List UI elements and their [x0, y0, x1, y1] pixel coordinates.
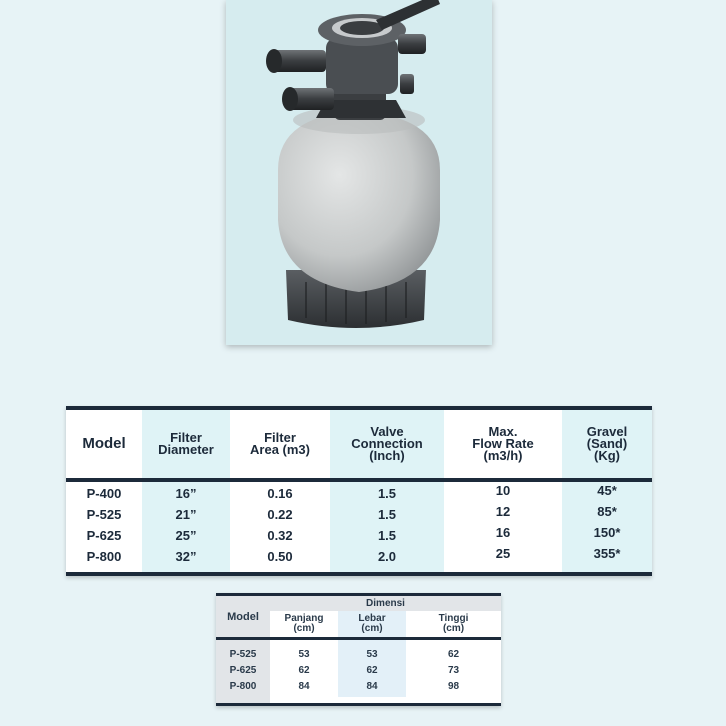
- dim-col-lebar: [338, 611, 406, 697]
- spec-cell: P-400: [86, 486, 122, 501]
- dim-cell: P-625: [229, 664, 257, 676]
- spec-cell: P-800: [86, 549, 122, 564]
- dim-header-model: Model: [227, 610, 259, 623]
- spec-header-model: Model: [66, 410, 142, 482]
- spec-cell: 12: [495, 504, 511, 519]
- spec-cell: P-625: [86, 528, 122, 543]
- spec-cell: 2.0: [377, 549, 397, 564]
- spec-header-gravel: Gravel (Sand) (Kg): [562, 410, 652, 482]
- dim-header-panjang: Panjang (cm): [284, 613, 324, 634]
- spec-col-valve: [330, 410, 444, 572]
- spec-col-gravel: [562, 410, 652, 572]
- spec-cell: 1.5: [377, 486, 397, 501]
- spec-cell: 1.5: [377, 528, 397, 543]
- dim-cell: 84: [366, 680, 378, 692]
- dimension-table: [216, 593, 501, 706]
- spec-col-area: [230, 410, 330, 572]
- dim-header-rule: [216, 637, 501, 640]
- spec-cell: 150*: [593, 525, 621, 540]
- dim-cell: 62: [366, 664, 378, 676]
- spec-header-area: Filter Area (m3): [230, 410, 330, 482]
- spec-cell: 0.22: [267, 507, 293, 522]
- dim-cell: 62: [298, 664, 310, 676]
- spec-cell: 0.16: [267, 486, 293, 501]
- spec-cell: 355*: [593, 546, 621, 561]
- spec-cell: 25”: [175, 528, 197, 543]
- spec-cell: 25: [495, 546, 511, 561]
- dim-cell: 53: [298, 648, 310, 660]
- dim-cell: P-525: [229, 648, 257, 660]
- spec-cell: 45*: [597, 483, 617, 498]
- spec-cell: P-525: [86, 507, 122, 522]
- spec-cell: 21”: [175, 507, 197, 522]
- dim-col-model: [216, 596, 270, 703]
- spec-cell: 16”: [175, 486, 197, 501]
- spec-col-model: [66, 410, 142, 572]
- sand-filter-illustration: [226, 0, 492, 345]
- dim-col-tinggi: [406, 611, 501, 697]
- product-photo: [226, 0, 492, 345]
- spec-col-diameter: [142, 410, 230, 572]
- spec-header-valve: Valve Connection (Inch): [330, 410, 444, 482]
- dim-header-tinggi: Tinggi (cm): [438, 613, 469, 634]
- dim-cell: 73: [447, 664, 460, 676]
- spec-col-flow: [444, 410, 562, 572]
- dim-cell: 62: [447, 648, 460, 660]
- dim-col-panjang: [270, 611, 338, 697]
- spec-table: [66, 406, 652, 576]
- spec-header-diameter: Filter Diameter: [142, 410, 230, 482]
- dim-cell: 84: [298, 680, 310, 692]
- dim-header-lebar: Lebar (cm): [358, 613, 386, 634]
- dim-cell: P-800: [229, 680, 257, 692]
- dim-cell: 53: [366, 648, 378, 660]
- spec-cell: 0.32: [267, 528, 293, 543]
- spec-cell: 32”: [175, 549, 197, 564]
- spec-cell: 0.50: [267, 549, 293, 564]
- dim-cell: 98: [447, 680, 460, 692]
- spec-cell: 85*: [597, 504, 617, 519]
- spec-header-flow: Max. Flow Rate (m3/h): [444, 410, 562, 482]
- spec-cell: 10: [495, 483, 511, 498]
- dim-header-group: Dimensi: [270, 596, 501, 611]
- spec-cell: 1.5: [377, 507, 397, 522]
- spec-cell: 16: [495, 525, 511, 540]
